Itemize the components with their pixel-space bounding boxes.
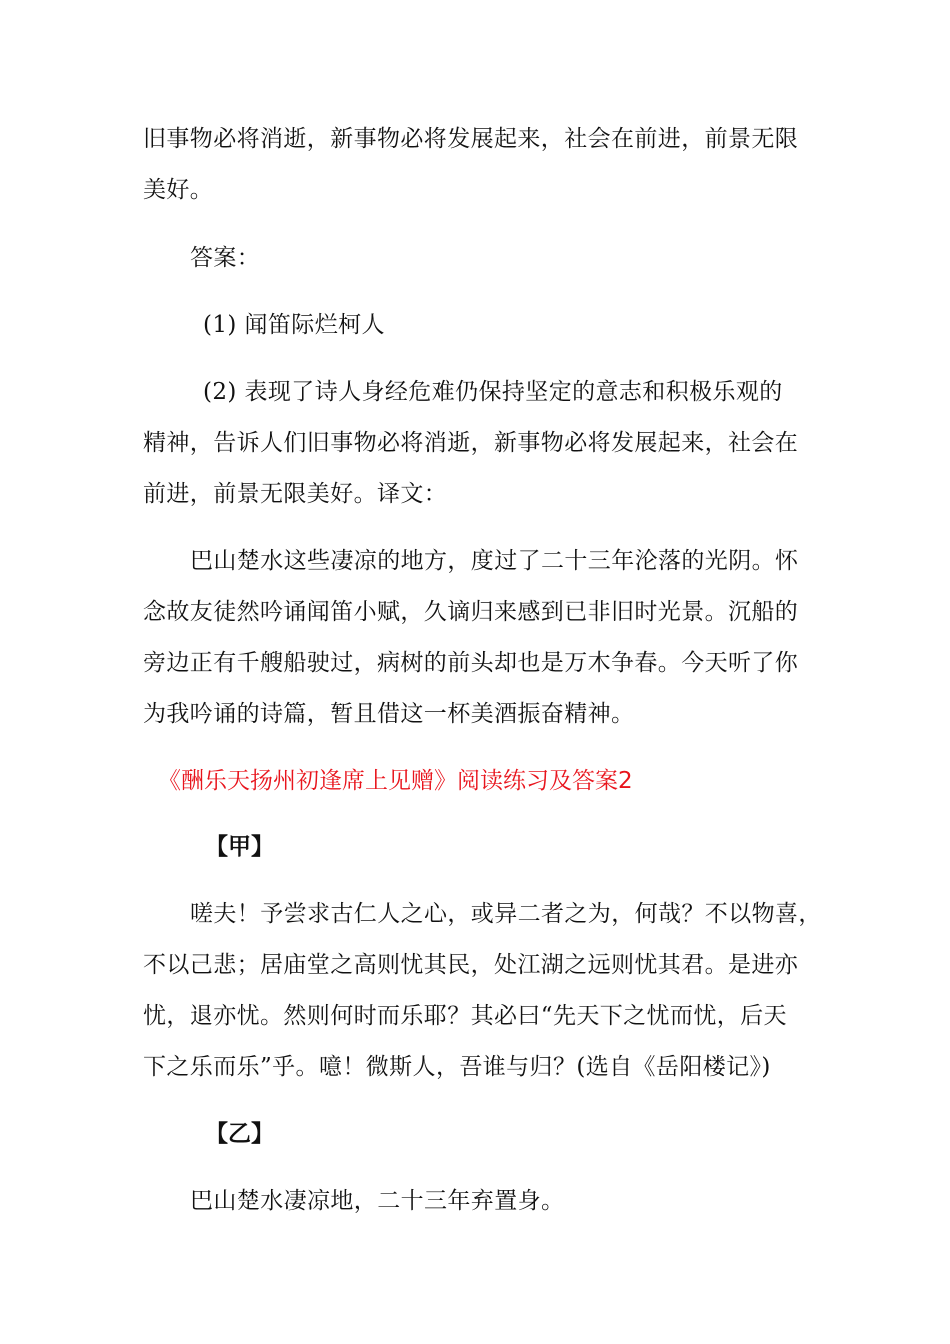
jia-text-line: 忧，退亦忧。然则何时而乐耶？其必曰“先天下之忧而忧，后天 [143, 1003, 787, 1029]
jia-text-line: 嗟夫！予尝求古仁人之心，或异二者之为，何哉？不以物喜， [190, 901, 822, 927]
answer-label: 答案： [190, 245, 261, 271]
translation-line: 为我吟诵的诗篇，暂且借这一杯美酒振奋精神。 [143, 701, 635, 727]
answer-item-2-line: 精神，告诉人们旧事物必将消逝，新事物必将发展起来，社会在 [143, 430, 799, 456]
answer-item-2-line: 前进，前景无限美好。译文： [143, 481, 448, 507]
answer-item-1: (1) 闻笛际烂柯人 [203, 312, 385, 338]
jia-text-line: 不以己悲；居庙堂之高则忧其民，处江湖之远则忧其君。是进亦 [143, 952, 799, 978]
paragraph-line: 旧事物必将消逝，新事物必将发展起来，社会在前进，前景无限 [143, 126, 799, 152]
section-title: 《酬乐天扬州初逢席上见赠》阅读练习及答案2 [158, 768, 633, 794]
translation-line: 巴山楚水这些凄凉的地方，度过了二十三年沦落的光阴。怀 [190, 548, 799, 574]
yi-label: 【乙】 [205, 1121, 274, 1147]
translation-line: 旁边正有千艘船驶过，病树的前头却也是万木争春。今天听了你 [143, 650, 799, 676]
translation-line: 念故友徒然吟诵闻笛小赋，久谪归来感到已非旧时光景。沉船的 [143, 599, 799, 625]
yi-text-line: 巴山楚水凄凉地，二十三年弃置身。 [190, 1188, 565, 1214]
answer-item-2-line: (2) 表现了诗人身经危难仍保持坚定的意志和积极乐观的 [203, 379, 783, 405]
jia-text-line: 下之乐而乐”乎。噫！微斯人，吾谁与归？(选自《岳阳楼记》) [143, 1054, 771, 1080]
jia-label: 【甲】 [205, 834, 274, 860]
paragraph-line: 美好。 [143, 177, 214, 203]
